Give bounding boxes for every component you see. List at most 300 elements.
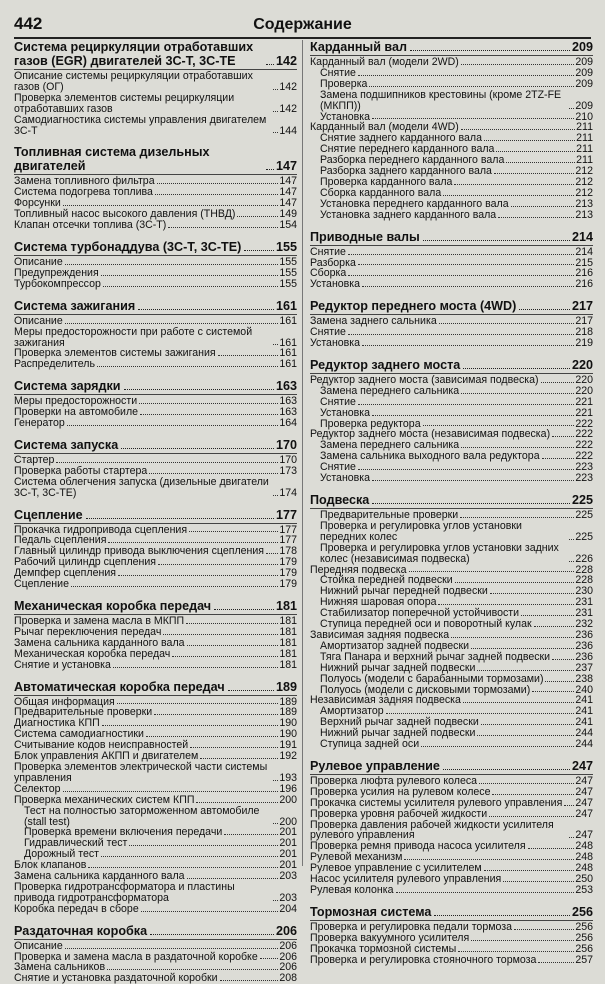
toc-entry-text: Описание — [14, 314, 63, 327]
toc-entry-page: 163 — [279, 406, 297, 419]
dot-leader — [113, 667, 278, 668]
toc-entry-text: Проверка и регулировка стояночного тормоза — [310, 953, 537, 966]
toc-entry-page: 181 — [279, 615, 297, 627]
toc-entry-text: Рулевая колонка — [310, 884, 394, 896]
dot-leader — [141, 911, 279, 912]
toc-entry-text: Коробка передач в сборе — [14, 902, 139, 915]
toc-entry — [310, 210, 593, 221]
section-heading-page: 161 — [275, 298, 297, 313]
section-heading — [310, 230, 593, 244]
toc-entry-text: Нижний рычаг задней подвески — [320, 661, 476, 674]
toc-entry-text: Проверка и регулировка углов установки задних колес (независимая подвеска) — [320, 541, 559, 565]
toc-section — [14, 508, 297, 590]
toc-entry-page: 219 — [575, 337, 593, 350]
section-heading-page: 142 — [275, 54, 297, 68]
toc-entry-page: 181 — [279, 636, 297, 649]
toc-entry-page: 211 — [576, 121, 593, 134]
section-heading-page: 209 — [571, 40, 593, 54]
toc-entry-page: 240 — [575, 683, 593, 696]
dot-leader — [358, 264, 574, 265]
toc-entry-text: Меры предосторожности — [14, 395, 138, 408]
toc-entry — [14, 477, 297, 499]
section-heading-page: 220 — [571, 357, 593, 372]
dot-leader — [372, 480, 574, 481]
toc-entry-page: 222 — [575, 450, 593, 463]
section-items — [14, 695, 297, 915]
dot-leader — [569, 539, 574, 540]
toc-entry-text: Карданный вал (модели 2WD) — [310, 56, 459, 68]
toc-section — [14, 299, 297, 371]
toc-entry-page: 209 — [575, 56, 593, 68]
toc-entry-page: 213 — [575, 197, 593, 210]
section-heading-page: 181 — [275, 599, 297, 613]
toc-entry — [310, 279, 593, 290]
dot-leader — [362, 345, 574, 346]
section-heading-text: Автоматическая коробка передач — [14, 679, 225, 694]
dot-leader — [511, 206, 575, 207]
toc-entry-page: 201 — [279, 826, 297, 839]
dot-leader — [519, 309, 570, 310]
section-heading — [14, 145, 297, 173]
toc-entry-text: Установка — [320, 110, 371, 123]
toc-entry — [310, 922, 593, 933]
toc-section — [14, 680, 297, 915]
section-heading-text: Раздаточная коробка — [14, 923, 148, 938]
section-items — [310, 373, 593, 484]
toc-entry-text: Нижний рычаг задней подвески — [320, 727, 476, 740]
toc-entry-page: 211 — [576, 143, 593, 156]
toc-entry-text: Стартер — [14, 453, 55, 466]
toc-entry-text: Замена переднего сальника — [320, 439, 460, 452]
dot-leader — [552, 659, 574, 660]
dot-leader — [273, 89, 278, 90]
toc-entry-page: 216 — [575, 278, 593, 291]
dot-leader — [187, 645, 279, 646]
toc-entry-page: 215 — [575, 256, 593, 269]
toc-entry — [14, 359, 297, 370]
toc-entry — [14, 941, 297, 952]
dot-leader — [423, 240, 570, 241]
dot-leader — [118, 575, 278, 576]
toc-section — [14, 145, 297, 231]
header-rule — [14, 37, 591, 39]
toc-entry-text: Тяга Панара и верхний рычаг задней подвески — [320, 650, 551, 663]
toc-entry-page: 214 — [575, 245, 593, 258]
toc-entry-page: 200 — [279, 815, 297, 828]
section-items — [310, 508, 593, 750]
toc-entry-page: 203 — [279, 891, 297, 904]
toc-entry-text: Снятие — [310, 245, 346, 258]
toc-entry-text: Установка — [320, 472, 371, 485]
section-heading-text: Редуктор заднего моста — [310, 357, 461, 372]
toc-entry-text: Проверка элементов электрической части системы управления — [14, 760, 268, 784]
toc-entry-text: Замена переднего сальника — [320, 384, 460, 397]
section-heading — [14, 240, 297, 254]
toc-entry-page: 209 — [575, 99, 593, 112]
toc-entry-page: 147 — [279, 197, 297, 210]
dot-leader — [372, 503, 570, 504]
toc-entry-text: Сборка карданного вала — [320, 186, 442, 199]
toc-entry-page: 189 — [279, 695, 297, 708]
dot-leader — [56, 462, 278, 463]
toc-entry-text: Блок клапанов — [14, 859, 87, 872]
toc-entry-page: 236 — [575, 628, 593, 641]
toc-entry-text: Замена сальников — [14, 961, 106, 974]
toc-section — [310, 905, 593, 966]
dot-leader — [88, 867, 278, 868]
toc-entry-text: Редуктор заднего моста (зависимая подвеска) — [310, 373, 539, 386]
dot-leader — [190, 747, 278, 748]
toc-entry-page: 178 — [279, 545, 297, 558]
dot-leader — [490, 593, 575, 594]
toc-entry — [310, 955, 593, 966]
dot-leader — [538, 962, 574, 963]
toc-entry-page: 161 — [279, 347, 297, 360]
dot-leader — [71, 586, 278, 587]
toc-entry-page: 196 — [279, 782, 297, 795]
section-items — [310, 314, 593, 349]
toc-entry-text: Снятие — [310, 326, 346, 339]
toc-entry-page: 238 — [575, 672, 593, 685]
toc-entry-text: Стабилизатор поперечной устойчивости — [320, 607, 520, 620]
section-items — [14, 69, 297, 136]
dot-leader — [97, 366, 278, 367]
toc-entry-page: 177 — [279, 534, 297, 547]
toc-entry-page: 248 — [575, 862, 593, 875]
dot-leader — [273, 132, 278, 133]
toc-entry-page: 210 — [575, 110, 593, 123]
toc-entry — [310, 885, 593, 896]
toc-left-column — [14, 40, 297, 984]
toc-entry-page: 179 — [279, 578, 297, 591]
toc-entry-text: Проверка элементов системы зажигания — [14, 347, 216, 360]
section-heading — [310, 40, 593, 54]
section-heading-page: 170 — [275, 437, 297, 452]
dot-leader — [372, 118, 574, 119]
dot-leader — [451, 637, 574, 638]
toc-entry-page: 212 — [575, 175, 593, 188]
section-heading-text: Механическая коробка передач — [14, 599, 212, 613]
dot-leader — [260, 958, 279, 959]
toc-entry-page: 161 — [279, 314, 297, 327]
section-heading-page: 163 — [275, 379, 297, 394]
toc-entry — [310, 674, 593, 685]
toc-entry-text: Демпфер сцепления — [14, 567, 116, 580]
section-items — [14, 255, 297, 290]
dot-leader — [155, 194, 278, 195]
dot-leader — [404, 859, 574, 860]
toc-entry-text: Проверка — [320, 77, 368, 90]
section-heading — [14, 299, 297, 313]
toc-entry-text: Снятие и установка раздаточной коробки — [14, 972, 218, 984]
dot-leader — [228, 690, 274, 691]
toc-section — [14, 40, 297, 136]
section-items — [310, 245, 593, 291]
section-items — [14, 614, 297, 671]
toc-entry-page: 253 — [575, 884, 593, 896]
toc-entry-text: Зависимая задняя подвеска — [310, 628, 450, 641]
section-heading-text: Сцепление — [14, 507, 83, 522]
section-heading-text: Редуктор переднего моста (4WD) — [310, 299, 517, 314]
toc-entry-page: 222 — [575, 439, 593, 452]
toc-entry-page: 155 — [279, 266, 297, 279]
toc-entry-text: Проверка ремня привода насоса усилителя — [310, 840, 526, 853]
dot-leader — [358, 404, 574, 405]
dot-leader — [139, 403, 278, 404]
dot-leader — [463, 368, 570, 369]
section-heading-text: Система зарядки — [14, 379, 121, 394]
toc-entry — [14, 579, 297, 590]
dot-leader — [386, 713, 575, 714]
toc-entry-text: Проверки на автомобиле — [14, 406, 139, 419]
toc-entry-page: 164 — [279, 417, 297, 430]
toc-entry-page: 230 — [575, 585, 593, 598]
toc-entry-text: Система облегчения запуска (дизельные двигатели 3С-Т, 3С-TE) — [14, 475, 269, 499]
dot-leader — [484, 870, 575, 871]
toc-entry — [310, 739, 593, 750]
toc-section — [14, 924, 297, 984]
toc-entry-text: Дорожный тест — [24, 848, 100, 861]
toc-entry-text: Замена подшипников крестовины (кроме 2TZ-FE (МКПП)) — [320, 88, 562, 112]
toc-entry-text: Проверка и замена масла в раздаточной коробке — [14, 950, 258, 963]
toc-entry-text: Снятие — [320, 461, 356, 474]
toc-entry-page: 256 — [575, 920, 593, 933]
toc-entry — [310, 473, 593, 484]
dot-leader — [168, 227, 278, 228]
toc-entry-page: 244 — [575, 727, 593, 740]
dot-leader — [438, 604, 574, 605]
toc-entry-text: Установка — [310, 278, 361, 291]
dot-leader — [471, 648, 574, 649]
dot-leader — [150, 934, 274, 935]
dot-leader — [237, 216, 278, 217]
dot-leader — [396, 892, 575, 893]
dot-leader — [121, 448, 274, 449]
dot-leader — [214, 609, 274, 610]
dot-leader — [492, 794, 574, 795]
toc-entry-page: 192 — [279, 750, 297, 763]
section-heading-text: Приводные валы — [310, 229, 420, 244]
toc-entry-text: Предварительные проверки — [320, 509, 459, 521]
toc-entry-text: Считывание кодов неисправностей — [14, 739, 189, 752]
toc-entry-text: Сборка — [310, 267, 347, 280]
dot-leader — [138, 309, 274, 310]
dot-leader — [521, 615, 574, 616]
section-heading-page: 189 — [275, 679, 297, 694]
toc-entry-text: Ступица передней оси и поворотный кулак — [320, 618, 532, 631]
section-items — [14, 453, 297, 499]
toc-entry-page: 206 — [279, 961, 297, 974]
dot-leader — [220, 980, 279, 981]
toc-entry — [14, 660, 297, 671]
toc-entry-text: Главный цилиндр привода выключения сцепления — [14, 545, 265, 558]
toc-entry-text: Описание — [14, 939, 63, 952]
toc-entry-text: Амортизатор задней подвески — [320, 639, 470, 652]
section-heading — [14, 599, 297, 613]
toc-entry-page: 147 — [279, 175, 297, 188]
toc-entry-text: Проверка и регулировка углов установки передних колес — [320, 519, 522, 543]
dot-leader — [455, 582, 575, 583]
toc-entry — [14, 882, 297, 904]
toc-entry-text: Насос усилителя рулевого управления — [310, 873, 502, 886]
toc-entry-text: Проверка элементов системы рециркуляции отработавших газов — [14, 91, 235, 115]
toc-entry-text: Снятие — [320, 395, 356, 408]
dot-leader — [542, 458, 575, 459]
dot-leader — [528, 848, 575, 849]
toc-entry-text: Гидравлический тест — [24, 837, 128, 850]
page-title: Содержание — [253, 16, 352, 33]
toc-entry-page: 209 — [575, 66, 593, 79]
dot-leader — [172, 656, 278, 657]
toc-entry-text: Снятие заднего карданного вала — [320, 132, 482, 145]
dot-leader — [569, 108, 574, 109]
toc-entry — [14, 418, 297, 429]
toc-entry-text: Разборка — [310, 256, 356, 269]
section-heading — [310, 358, 593, 372]
section-items — [14, 394, 297, 429]
toc-entry-text: Описание — [14, 255, 63, 268]
toc-entry-text: Проверка усилия на рулевом колесе — [310, 785, 491, 798]
toc-entry-text: Распределитель — [14, 358, 95, 371]
section-heading-page: 247 — [571, 758, 593, 773]
section-heading — [14, 680, 297, 694]
dot-leader — [186, 623, 278, 624]
section-heading-text: Система турбонаддува (3С-Т, 3С-TE) — [14, 239, 242, 254]
toc-entry-page: 179 — [279, 567, 297, 580]
dot-leader — [534, 626, 575, 627]
section-items — [310, 920, 593, 966]
dot-leader — [471, 940, 574, 941]
toc-entry-text: Установка переднего карданного вала — [320, 197, 509, 210]
toc-right-column — [310, 40, 593, 966]
dot-leader — [200, 758, 278, 759]
toc-entry-text: Замена сальника карданного вала — [14, 870, 185, 883]
page-number: 442 — [14, 14, 43, 33]
dot-leader — [348, 254, 574, 255]
toc-entry-text: Прокачка тормозной системы — [310, 942, 457, 955]
toc-entry-text: Проверка давления рабочей жидкости усилителя рулевого управления — [310, 818, 554, 842]
dot-leader — [65, 264, 279, 265]
toc-entry-page: 222 — [575, 428, 593, 441]
section-heading-page: 155 — [275, 239, 297, 254]
toc-entry-page: 231 — [575, 607, 593, 620]
toc-section — [310, 230, 593, 291]
toc-entry-text: Разборка переднего карданного вала — [320, 154, 505, 167]
toc-entry-page: 179 — [279, 556, 297, 569]
section-heading — [310, 299, 593, 313]
toc-entry-page: 256 — [575, 931, 593, 944]
dot-leader — [477, 735, 574, 736]
toc-entry-text: Проверка гидротрансформатора и пластины привода гидротрансформатора — [14, 880, 235, 904]
toc-entry-text: Рабочий цилиндр сцепления — [14, 556, 157, 569]
toc-entry — [310, 258, 593, 269]
dot-leader — [266, 169, 274, 170]
toc-entry-text: Независимая задняя подвеска — [310, 694, 461, 707]
toc-entry-page: 241 — [575, 716, 593, 729]
toc-entry-text: Проверка времени включения передачи — [24, 826, 223, 839]
dot-leader — [461, 129, 575, 130]
toc-entry-page: 193 — [279, 771, 297, 784]
toc-entry-text: Механическая коробка передач — [14, 647, 171, 660]
dot-leader — [569, 837, 574, 838]
section-heading — [310, 493, 593, 507]
toc-entry-text: Проверка люфта рулевого колеса — [310, 774, 478, 787]
dot-leader — [117, 703, 279, 704]
section-heading-page: 225 — [571, 493, 593, 507]
dot-leader — [439, 323, 575, 324]
dot-leader — [569, 561, 574, 562]
section-heading-page: 214 — [571, 229, 593, 244]
toc-entry-text: Замена заднего сальника — [310, 315, 437, 328]
toc-entry-text: Ступица задней оси — [320, 738, 420, 751]
toc-entry — [310, 521, 593, 543]
toc-entry-page: 208 — [279, 972, 297, 984]
toc-entry-page: 206 — [279, 950, 297, 963]
toc-entry-page: 204 — [279, 902, 297, 915]
dot-leader — [423, 425, 575, 426]
section-heading — [14, 508, 297, 522]
dot-leader — [461, 393, 574, 394]
toc-entry-page: 247 — [575, 785, 593, 798]
toc-entry — [310, 247, 593, 258]
toc-entry-text: Снятие переднего карданного вала — [320, 143, 495, 156]
toc-entry-text: Рычаг переключения передач — [14, 625, 162, 638]
toc-entry-page: 212 — [575, 186, 593, 199]
section-heading-page: 177 — [275, 507, 297, 522]
dot-leader — [369, 86, 574, 87]
toc-entry-text: Педаль сцепления — [14, 534, 107, 547]
dot-leader — [463, 702, 574, 703]
dot-leader — [244, 250, 274, 251]
dot-leader — [65, 948, 279, 949]
toc-entry-page: 244 — [575, 738, 593, 751]
toc-entry-text: Проверка карданного вала — [320, 175, 453, 188]
toc-entry-text: Нижняя шаровая опора — [320, 596, 437, 609]
toc-entry-page: 170 — [279, 453, 297, 466]
toc-entry-text: Предупреждения — [14, 266, 99, 279]
page-header — [0, 0, 605, 40]
toc-entry-text: Установка заднего карданного вала — [320, 208, 497, 221]
toc-entry-page: 191 — [279, 739, 297, 752]
dot-leader — [460, 517, 574, 518]
toc-entry-page: 211 — [576, 132, 593, 145]
toc-entry — [14, 115, 297, 137]
dot-leader — [461, 64, 575, 65]
toc-entry-page: 154 — [279, 219, 297, 232]
toc-entry-page: 161 — [279, 336, 297, 349]
toc-entry-page: 212 — [575, 165, 593, 178]
dot-leader — [496, 151, 575, 152]
dot-leader — [158, 564, 278, 565]
toc-entry-page: 147 — [279, 186, 297, 199]
dot-leader — [273, 344, 278, 345]
dot-leader — [479, 783, 574, 784]
dot-leader — [489, 816, 574, 817]
toc-entry — [14, 806, 297, 828]
toc-entry-page: 213 — [575, 208, 593, 221]
dot-leader — [362, 286, 574, 287]
dot-leader — [458, 951, 574, 952]
section-items — [14, 314, 297, 371]
section-items — [14, 939, 297, 984]
section-heading-text: Карданный вал — [310, 40, 408, 54]
toc-entry-page: 201 — [279, 848, 297, 861]
toc-entry-text: Разборка заднего карданного вала — [320, 165, 492, 178]
toc-entry — [310, 933, 593, 944]
section-heading-text: Топливная система дизельных двигателей — [14, 145, 210, 174]
dot-leader — [189, 531, 278, 532]
dot-leader — [494, 173, 574, 174]
